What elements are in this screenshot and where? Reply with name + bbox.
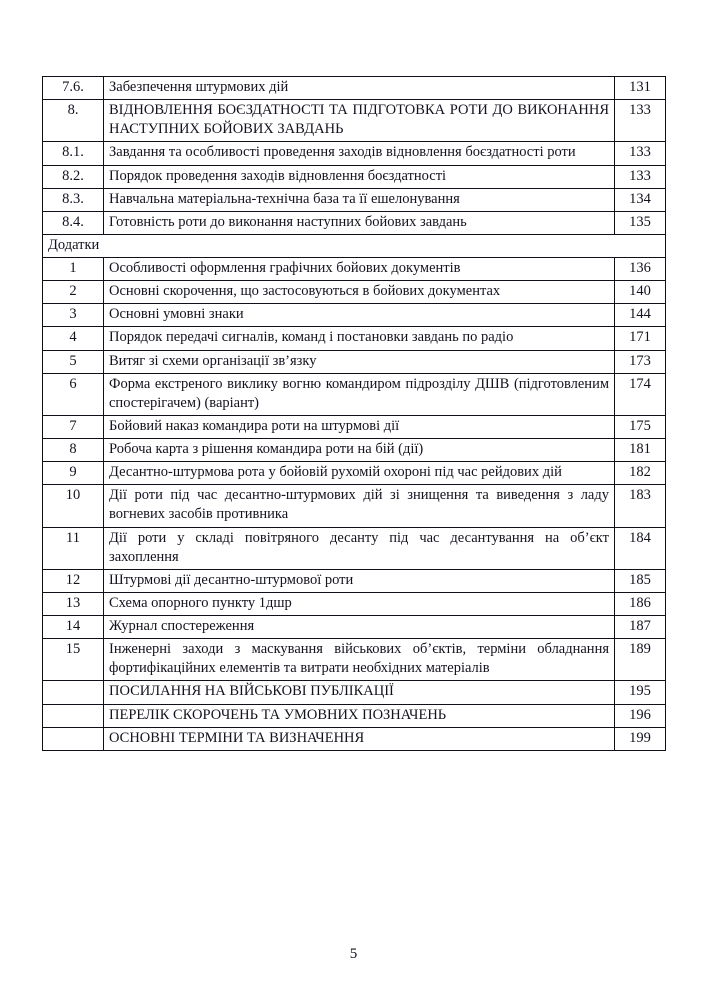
entry-number: 8.4. [43, 211, 104, 234]
entry-page-number: 189 [615, 639, 666, 681]
entry-page-number: 131 [615, 77, 666, 100]
entry-number: 8.2. [43, 165, 104, 188]
table-row [43, 616, 666, 639]
entry-title: Порядок передачі сигналів, команд і постановки завдань по радіо [104, 327, 615, 350]
entry-title: Дії роти у складі повітряного десанту під час десантування на об’єкт захоплення [104, 527, 615, 569]
entry-title: Штурмові дії десантно-штурмової роти [104, 569, 615, 592]
entry-number: 8. [43, 100, 104, 142]
entry-number: 14 [43, 616, 104, 639]
table-row [43, 439, 666, 462]
entry-number [43, 681, 104, 704]
entry-number: 8 [43, 439, 104, 462]
entry-title: Робоча карта з рішення командира роти на бій (дії) [104, 439, 615, 462]
footer-page-number: 5 [349, 946, 358, 962]
table-row [43, 681, 666, 704]
entry-page-number: 187 [615, 616, 666, 639]
entry-title: Бойовий наказ командира роти на штурмові дії [104, 415, 615, 438]
entry-number: 8.3. [43, 188, 104, 211]
entry-page-number: 135 [615, 211, 666, 234]
entry-page-number: 171 [615, 327, 666, 350]
entry-number: 11 [43, 527, 104, 569]
entry-number: 10 [43, 485, 104, 527]
table-divider-row [43, 234, 666, 257]
table-row [43, 142, 666, 165]
entry-title: Форма екстреного виклику вогню командиром підрозділу ДШВ (підготовленим спостерігачем) (варіант) [104, 373, 615, 415]
toc-table-body [43, 77, 666, 751]
table-row [43, 373, 666, 415]
entry-title: Витяг зі схеми організації зв’язку [104, 350, 615, 373]
entry-number [43, 727, 104, 750]
entry-page-number: 184 [615, 527, 666, 569]
entry-page-number: 196 [615, 704, 666, 727]
table-row [43, 569, 666, 592]
table-row [43, 415, 666, 438]
table-row [43, 350, 666, 373]
table-row [43, 462, 666, 485]
table-row [43, 188, 666, 211]
table-row [43, 77, 666, 100]
section-divider-label: Додатки [43, 234, 666, 257]
entry-page-number: 183 [615, 485, 666, 527]
entry-number: 7.6. [43, 77, 104, 100]
entry-title: Особливості оформлення графічних бойових документів [104, 258, 615, 281]
entry-number: 4 [43, 327, 104, 350]
entry-number: 6 [43, 373, 104, 415]
entry-title: Готовність роти до виконання наступних бойових завдань [104, 211, 615, 234]
table-row [43, 258, 666, 281]
entry-page-number: 133 [615, 100, 666, 142]
table-row [43, 639, 666, 681]
entry-page-number: 144 [615, 304, 666, 327]
entry-title: ВІДНОВЛЕННЯ БОЄЗДАТНОСТІ ТА ПІДГОТОВКА РОТИ ДО ВИКОНАННЯ НАСТУПНИХ БОЙОВИХ ЗАВДАНЬ [104, 100, 615, 142]
entry-page-number: 186 [615, 592, 666, 615]
entry-number [43, 704, 104, 727]
table-of-contents [42, 76, 666, 751]
table-row [43, 165, 666, 188]
table-row [43, 485, 666, 527]
entry-page-number: 199 [615, 727, 666, 750]
entry-title: ПОСИЛАННЯ НА ВІЙСЬКОВІ ПУБЛІКАЦІЇ [104, 681, 615, 704]
entry-title: Основні скорочення, що застосовуються в бойових документах [104, 281, 615, 304]
table-row [43, 527, 666, 569]
entry-title: Інженерні заходи з маскування військових об’єктів, терміни обладнання фортифікаційних елементів та витрати необхідних матеріалів [104, 639, 615, 681]
entry-page-number: 174 [615, 373, 666, 415]
entry-title: ОСНОВНІ ТЕРМІНИ ТА ВИЗНАЧЕННЯ [104, 727, 615, 750]
entry-page-number: 136 [615, 258, 666, 281]
entry-title: Основні умовні знаки [104, 304, 615, 327]
entry-title: Порядок проведення заходів відновлення боєздатності [104, 165, 615, 188]
entry-page-number: 173 [615, 350, 666, 373]
table-row [43, 327, 666, 350]
entry-number: 7 [43, 415, 104, 438]
table-row [43, 704, 666, 727]
table-row [43, 727, 666, 750]
entry-number: 5 [43, 350, 104, 373]
table-row [43, 100, 666, 142]
entry-page-number: 175 [615, 415, 666, 438]
entry-page-number: 181 [615, 439, 666, 462]
entry-title: Забезпечення штурмових дій [104, 77, 615, 100]
entry-number: 13 [43, 592, 104, 615]
entry-number: 1 [43, 258, 104, 281]
entry-number: 3 [43, 304, 104, 327]
table-row [43, 281, 666, 304]
entry-number: 12 [43, 569, 104, 592]
entry-title: Журнал спостереження [104, 616, 615, 639]
entry-page-number: 140 [615, 281, 666, 304]
entry-page-number: 133 [615, 142, 666, 165]
entry-page-number: 133 [615, 165, 666, 188]
table-row [43, 304, 666, 327]
entry-page-number: 195 [615, 681, 666, 704]
entry-number: 8.1. [43, 142, 104, 165]
entry-title: Навчальна матеріальна-технічна база та її ешелонування [104, 188, 615, 211]
entry-number: 15 [43, 639, 104, 681]
entry-title: Десантно-штурмова рота у бойовій рухомій охороні під час рейдових дій [104, 462, 615, 485]
entry-number: 2 [43, 281, 104, 304]
entry-page-number: 185 [615, 569, 666, 592]
table-row [43, 211, 666, 234]
table-row [43, 592, 666, 615]
entry-title: ПЕРЕЛІК СКОРОЧЕНЬ ТА УМОВНИХ ПОЗНАЧЕНЬ [104, 704, 615, 727]
entry-page-number: 182 [615, 462, 666, 485]
entry-title: Дії роти під час десантно-штурмових дій зі знищення та виведення з ладу вогневих засобів противника [104, 485, 615, 527]
entry-page-number: 134 [615, 188, 666, 211]
entry-title: Завдання та особливості проведення заходів відновлення боєздатності роти [104, 142, 615, 165]
entry-number: 9 [43, 462, 104, 485]
entry-title: Схема опорного пункту 1дшр [104, 592, 615, 615]
